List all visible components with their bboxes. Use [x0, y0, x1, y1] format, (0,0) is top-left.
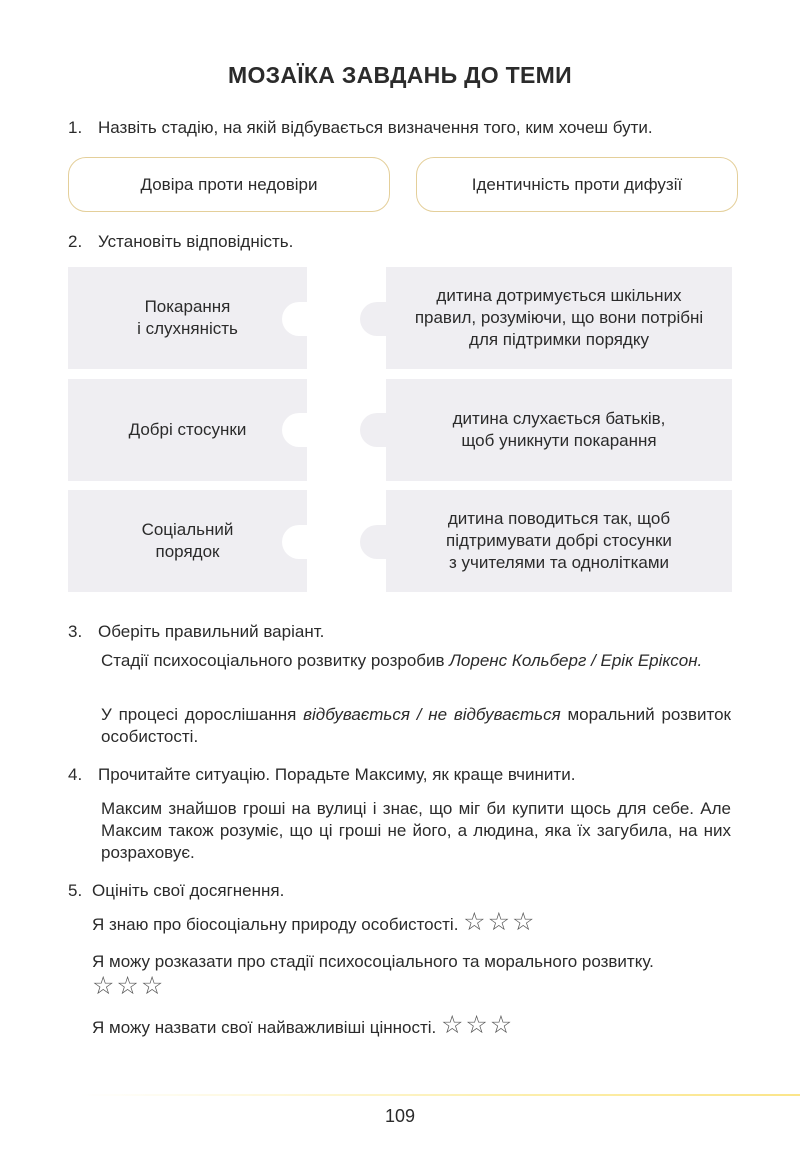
sentence-text: моральний розвиток особистості. [101, 705, 731, 746]
page-number: 109 [384, 1106, 416, 1126]
choice-variants[interactable]: Лоренс Кольберг / Ерік Еріксон. [449, 651, 703, 670]
star-rating-icon[interactable]: ☆☆☆ [440, 1011, 515, 1039]
question-text: Оцініть свої досягнення. [92, 881, 285, 900]
puzzle-notch [282, 525, 330, 559]
answer-option-label: Довіра проти недовіри [140, 174, 318, 194]
puzzle-right-label: дитина дотримується шкільних правил, розуміючи, що вони потрібні для підтримки порядку [414, 286, 704, 349]
star-rating-icon[interactable]: ☆☆☆ [92, 972, 166, 1000]
puzzle-left-label: Покарання і слухняність [137, 297, 238, 338]
choice-sentence-1 [101, 650, 731, 672]
page-title: МОЗАЇКА ЗАВДАНЬ ДО ТЕМИ [228, 62, 572, 88]
puzzle-right-2[interactable] [386, 379, 732, 481]
puzzle-notch [282, 302, 330, 336]
puzzle-right-label: дитина слухається батьків, щоб уникнути покарання [452, 409, 666, 450]
question-number: 2. [68, 232, 83, 251]
question-4 [68, 764, 575, 786]
choice-sentence-2 [101, 704, 731, 748]
self-assessment-1 [92, 910, 536, 937]
answer-option-label: Ідентичність проти дифузії [471, 174, 683, 194]
puzzle-left-1[interactable] [68, 267, 307, 369]
puzzle-left-2[interactable] [68, 379, 307, 481]
question-number: 4. [68, 765, 83, 784]
question-text: Оберіть правильний варіант. [98, 622, 325, 641]
question-number: 3. [68, 622, 83, 641]
question-5 [68, 880, 284, 902]
question-3 [68, 621, 324, 643]
question-number: 1. [68, 118, 83, 137]
puzzle-left-label: Добрі стосунки [128, 420, 247, 439]
puzzle-notch [282, 413, 330, 447]
question-text: Назвіть стадію, на якій відбувається визначення того, ким хочеш бути. [98, 118, 653, 137]
answer-option-1[interactable] [68, 157, 390, 212]
question-2 [68, 231, 293, 253]
footer-divider [80, 1094, 800, 1096]
situation-text: Максим знайшов гроші на вулиці і знає, що міг би купити щось для себе. Але Максим також розуміє, що ці гроші не його, а людина, яка їх загубила, на них розраховує. [101, 799, 731, 862]
self-assessment-2 [92, 950, 654, 1001]
self-assessment-text: Я можу назвати свої найважливіші цінності. [92, 1018, 437, 1037]
puzzle-left-label: Соціальний порядок [141, 520, 234, 561]
puzzle-left-3[interactable] [68, 490, 307, 592]
self-assessment-3 [92, 1013, 514, 1040]
self-assessment-text: Я знаю про біосоціальну природу особистості. [92, 915, 459, 934]
question-text: Установіть відповідність. [98, 232, 294, 251]
choice-variants[interactable]: відбувається / не відбувається [303, 705, 561, 724]
puzzle-right-label: дитина поводиться так, щоб підтримувати добрі стосунки з учителями та однолітками [446, 509, 672, 572]
question-1 [68, 117, 653, 139]
sentence-text: У процесі дорослішання [101, 705, 304, 724]
puzzle-right-3[interactable] [386, 490, 732, 592]
self-assessment-text: Я можу розказати про стадії психосоціального та морального розвитку. [92, 952, 654, 971]
sentence-text: Стадії психосоціального розвитку розробив [101, 651, 450, 670]
puzzle-right-1[interactable] [386, 267, 732, 369]
star-rating-icon[interactable]: ☆☆☆ [463, 908, 537, 936]
answer-option-2[interactable] [416, 157, 738, 212]
question-text: Прочитайте ситуацію. Порадьте Максиму, як краще вчинити. [98, 765, 576, 784]
question-number: 5. [68, 881, 83, 900]
